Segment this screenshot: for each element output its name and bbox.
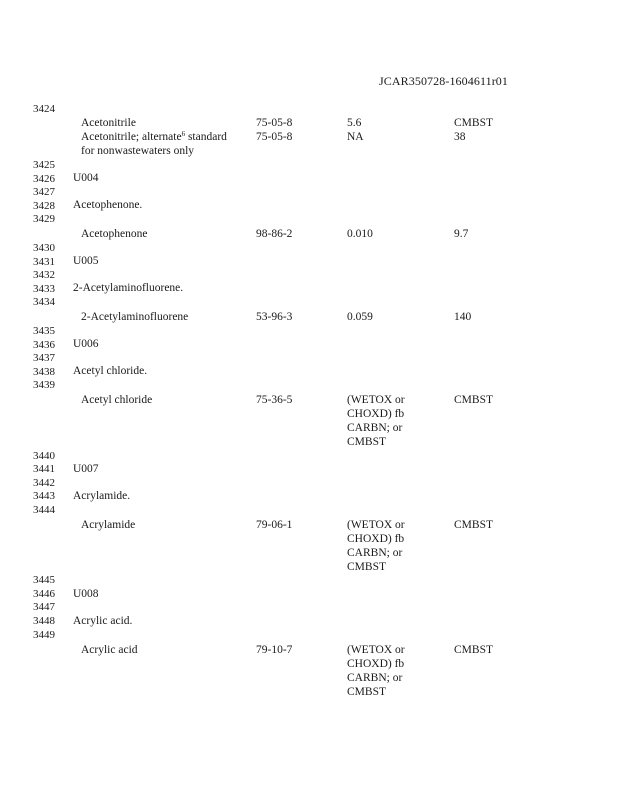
wastewater-standard-line: (WETOX or (347, 394, 405, 406)
cas-number: 79-06-1 (256, 519, 293, 531)
constituent-name: Acrylamide (81, 519, 136, 531)
waste-title: 2-Acetylaminofluorene. (73, 282, 184, 294)
cas-number: 75-05-8 (256, 131, 293, 143)
line-number: 3442 (33, 477, 55, 489)
waste-title: Acetyl chloride. (73, 365, 148, 377)
wastewater-standard-line: CARBN; or (347, 547, 403, 559)
line-number: 3432 (33, 269, 55, 281)
line-number: 3441 (33, 463, 55, 475)
line-number: 3444 (33, 504, 55, 516)
nonwastewater-standard: 140 (454, 311, 472, 323)
waste-title: Acrylamide. (73, 490, 131, 502)
line-number: 3428 (33, 200, 55, 212)
line-number: 3435 (33, 325, 55, 337)
cas-number: 75-36-5 (256, 394, 293, 406)
line-number: 3431 (33, 256, 55, 268)
nonwastewater-standard: 9.7 (454, 228, 469, 240)
constituent-name: Acetonitrile (81, 117, 136, 129)
nonwastewater-standard: 38 (454, 131, 466, 143)
constituent-name: Acetyl chloride (81, 394, 153, 406)
wastewater-standard: 5.6 (347, 117, 362, 129)
waste-title: Acetophenone. (73, 199, 143, 211)
constituent-name: 2-Acetylaminofluorene (81, 311, 189, 323)
waste-code: U006 (73, 338, 99, 350)
nonwastewater-standard: CMBST (454, 644, 493, 656)
nonwastewater-standard: CMBST (454, 394, 493, 406)
line-number: 3447 (33, 601, 55, 613)
wastewater-standard-line: CMBST (347, 436, 386, 445)
document-id: JCAR350728-1604611r01 (379, 74, 508, 88)
line-number: 3446 (33, 588, 55, 600)
nonwastewater-standard: CMBST (454, 117, 493, 129)
cas-number: 98-86-2 (256, 228, 293, 240)
cas-number: 75-05-8 (256, 117, 293, 129)
waste-title: Acrylic acid. (73, 615, 133, 627)
line-number: 3425 (33, 159, 55, 171)
wastewater-standard: NA (347, 131, 364, 143)
constituent-name: Acetonitrile; alternate$^6$ standard (81, 130, 227, 143)
line-number: 3434 (33, 296, 55, 308)
line-number: 3440 (33, 450, 55, 462)
line-number: 3445 (33, 574, 55, 586)
cas-number: 79-10-7 (256, 644, 293, 656)
line-number: 3429 (33, 213, 55, 225)
wastewater-standard: 0.010 (347, 228, 373, 240)
wastewater-standard-line: (WETOX or (347, 519, 405, 531)
line-number: 3449 (33, 629, 55, 641)
wastewater-standard-line: CHOXD) fb (347, 408, 405, 420)
waste-code: U004 (73, 172, 99, 184)
nonwastewater-standard: CMBST (454, 519, 493, 531)
line-number: 3436 (33, 339, 55, 351)
wastewater-standard-line: CARBN; or (347, 422, 403, 434)
line-number: 3448 (33, 615, 55, 627)
wastewater-standard-line: CMBST (347, 561, 386, 573)
line-number: 3427 (33, 186, 55, 198)
constituent-name: Acrylic acid (81, 644, 138, 656)
line-number: 3430 (33, 242, 55, 254)
footnote-marker: 6 (181, 130, 186, 138)
waste-code: U005 (73, 255, 99, 267)
wastewater-standard: 0.059 (347, 311, 373, 323)
waste-code: U008 (73, 588, 99, 600)
line-number: 3437 (33, 352, 55, 364)
line-number: 3438 (33, 366, 55, 378)
wastewater-standard-line: CMBST (347, 686, 386, 698)
wastewater-standard-line: CHOXD) fb (347, 658, 405, 670)
wastewater-standard-line: CHOXD) fb (347, 533, 405, 545)
line-number: 3443 (33, 490, 55, 502)
line-number: 3439 (33, 379, 55, 391)
line-number: 3426 (33, 173, 55, 185)
line-number: 3424 (33, 103, 55, 115)
constituent-name: Acetophenone (81, 228, 148, 240)
cas-number: 53-96-3 (256, 311, 293, 323)
waste-code: U007 (73, 463, 99, 475)
wastewater-standard-line: CARBN; or (347, 672, 403, 684)
wastewater-standard-line: (WETOX or (347, 644, 405, 656)
line-number: 3433 (33, 283, 55, 295)
constituent-name-continued: for nonwastewaters only (81, 145, 195, 157)
